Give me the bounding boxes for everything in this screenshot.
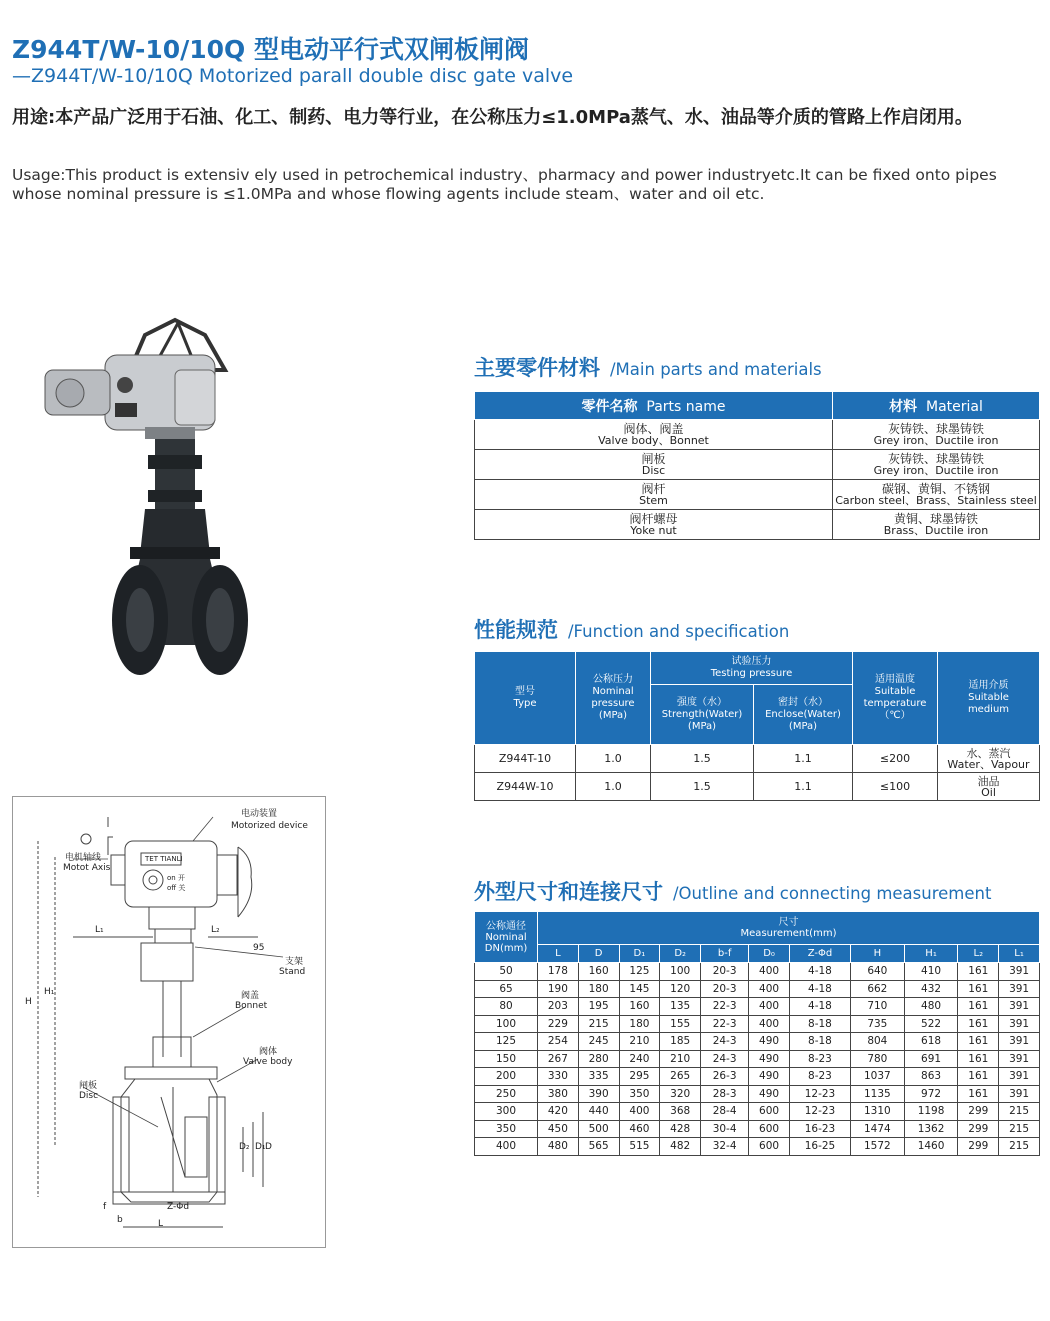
dims-value-cell: 391 [999,1085,1040,1103]
page-subtitle: —Z944T/W-10/10Q Motorized parall double disc gate valve [12,65,574,87]
dims-value-cell: 482 [660,1138,701,1156]
dims-value-cell: 240 [619,1050,660,1068]
dims-col-header: H [850,944,904,962]
valve-photo [30,315,270,690]
dims-value-cell: 299 [958,1138,999,1156]
dims-value-cell: 267 [538,1050,579,1068]
dims-value-cell: 16-23 [789,1120,850,1138]
dims-value-cell: 391 [999,1015,1040,1033]
dims-value-cell: 480 [904,998,958,1016]
label-stand-en: Stand [279,967,306,977]
spec-title-cn: 性能规范 [474,618,558,642]
dims-value-cell: 1460 [904,1138,958,1156]
parts-header-name: 零件名称 Parts name [475,392,833,420]
dims-row [475,1015,1040,1033]
dims-value-cell: 391 [999,980,1040,998]
label-bonnet-cn: 阀盖 [241,991,260,1001]
dims-dn-cell: 350 [475,1120,538,1138]
spec-section-title [474,614,789,644]
part-material-cell: 黄铜、球墨铸铁 Brass、Ductile iron [833,510,1040,540]
part-material-cell: 灰铸铁、球墨铸铁 Grey iron、Ductile iron [833,450,1040,480]
spec-header-strength: 强度（水） Strength(Water) (MPa) [651,685,754,745]
dims-value-cell: 1310 [850,1103,904,1121]
dims-value-cell: 4-18 [789,980,850,998]
dims-value-cell: 215 [999,1138,1040,1156]
dims-value-cell: 160 [619,998,660,1016]
spec-medium-cell: 油品 Oil [938,773,1040,801]
label-bonnet-en: Bonnet [235,1001,268,1011]
label-motor-en: Motorized device [231,821,308,831]
dims-value-cell: 155 [660,1015,701,1033]
dims-value-cell: 335 [578,1068,619,1086]
dims-row [475,1050,1040,1068]
dims-value-cell: 120 [660,980,701,998]
dims-value-cell: 210 [660,1050,701,1068]
usage-text-cn: 用途:本产品广泛用于石油、化工、制药、电力等行业，在公称压力≤1.0MPa蒸气、水、油品等介质的管路上作启闭用。 [12,107,973,128]
part-name-cell: 阀体、阀盖 Valve body、Bonnet [475,420,833,450]
label-axis-en: Motot Axis [63,863,111,873]
dims-value-cell: 145 [619,980,660,998]
dims-value-cell: 8-18 [789,1015,850,1033]
dims-value-cell: 400 [749,1015,790,1033]
spec-np-cell: 1.0 [576,773,651,801]
dims-value-cell: 161 [958,1050,999,1068]
dims-value-cell: 490 [749,1068,790,1086]
dims-col-header: b-f [701,944,749,962]
dims-row [475,980,1040,998]
dims-value-cell: 600 [749,1103,790,1121]
label-h: H [25,997,32,1007]
dims-row [475,1120,1040,1138]
dims-value-cell: 195 [578,998,619,1016]
dims-title-cn: 外型尺寸和连接尺寸 [474,880,663,904]
dims-col-header: D [578,944,619,962]
dims-value-cell: 391 [999,1068,1040,1086]
drawing-lines [13,797,325,1247]
dims-value-cell: 1362 [904,1120,958,1138]
parts-table [474,391,1040,540]
dims-value-cell: 180 [619,1015,660,1033]
dims-value-cell: 500 [578,1120,619,1138]
dims-col-header: L [538,944,579,962]
dims-value-cell: 565 [578,1138,619,1156]
dims-value-cell: 400 [749,980,790,998]
dims-value-cell: 22-3 [701,998,749,1016]
usage-text-en: Usage:This product is extensiv ely used in petrochemical industry、pharmacy and power industryetc.It can be fixed onto pipes whose nominal pressure is ≤1.0MPa and whose flowing agents include steam、water and oil etc. [12,166,997,203]
label-d: D [265,1142,272,1152]
dims-value-cell: 1572 [850,1138,904,1156]
dims-value-cell: 522 [904,1015,958,1033]
dims-value-cell: 390 [578,1085,619,1103]
label-brand: TET TIANLI [145,855,183,863]
dims-value-cell: 1135 [850,1085,904,1103]
parts-row [475,510,1040,540]
label-disc-cn: 闸板 [79,1081,98,1091]
dims-value-cell: 190 [538,980,579,998]
spec-row [475,773,1040,801]
dims-value-cell: 160 [578,963,619,981]
dims-dn-cell: 50 [475,963,538,981]
dims-value-cell: 28-3 [701,1085,749,1103]
label-body-en: Valve body [243,1057,293,1067]
dims-value-cell: 100 [660,963,701,981]
dims-value-cell: 1474 [850,1120,904,1138]
dims-row [475,998,1040,1016]
label-d2: D₂ [239,1142,250,1152]
dims-value-cell: 450 [538,1120,579,1138]
dims-value-cell: 24-3 [701,1033,749,1051]
dims-value-cell: 180 [578,980,619,998]
dims-value-cell: 400 [749,963,790,981]
dims-value-cell: 30-4 [701,1120,749,1138]
dims-value-cell: 161 [958,980,999,998]
dims-value-cell: 299 [958,1120,999,1138]
dims-col-header: Z-Φd [789,944,850,962]
dims-value-cell: 161 [958,1085,999,1103]
dims-dn-cell: 300 [475,1103,538,1121]
dims-value-cell: 20-3 [701,963,749,981]
dims-value-cell: 280 [578,1050,619,1068]
dims-value-cell: 391 [999,998,1040,1016]
dims-value-cell: 380 [538,1085,579,1103]
parts-title-en: /Main parts and materials [610,360,822,379]
parts-row [475,450,1040,480]
spec-header-temp: 适用温度 Suitable temperature （℃） [853,652,938,745]
dims-value-cell: 400 [619,1103,660,1121]
spec-header-medium: 适用介质 Suitable medium [938,652,1040,745]
dims-dn-cell: 150 [475,1050,538,1068]
spec-header-np: 公称压力 Nominal pressure (MPa) [576,652,651,745]
spec-table [474,651,1040,801]
spec-type-cell: Z944W-10 [475,773,576,801]
dims-value-cell: 735 [850,1015,904,1033]
spec-header-enclose: 密封（水） Enclose(Water) (MPa) [754,685,853,745]
dims-value-cell: 135 [660,998,701,1016]
dims-value-cell: 691 [904,1050,958,1068]
dims-title-en: /Outline and connecting measurement [673,884,992,903]
dims-dn-cell: 250 [475,1085,538,1103]
dims-value-cell: 320 [660,1085,701,1103]
dims-value-cell: 265 [660,1068,701,1086]
label-stand-cn: 支架 [285,957,304,967]
parts-row [475,420,1040,450]
spec-title-en: /Function and specification [568,622,790,641]
dims-value-cell: 215 [999,1103,1040,1121]
label-off: off 关 [167,884,186,892]
spec-temp-cell: ≤100 [853,773,938,801]
label-d1: D₁ [255,1142,266,1152]
dims-value-cell: 20-3 [701,980,749,998]
dims-col-header: D₁ [619,944,660,962]
dims-value-cell: 8-23 [789,1068,850,1086]
dims-value-cell: 618 [904,1033,958,1051]
dims-value-cell: 26-3 [701,1068,749,1086]
dims-row [475,963,1040,981]
dims-value-cell: 368 [660,1103,701,1121]
dims-value-cell: 410 [904,963,958,981]
dims-col-header: D₀ [749,944,790,962]
dims-value-cell: 391 [999,963,1040,981]
dims-value-cell: 161 [958,998,999,1016]
part-material-cell: 碳钢、黄铜、不锈钢 Carbon steel、Brass、Stainless steel [833,480,1040,510]
dims-value-cell: 210 [619,1033,660,1051]
technical-drawing [12,796,326,1248]
dims-value-cell: 215 [578,1015,619,1033]
dims-value-cell: 16-25 [789,1138,850,1156]
dims-value-cell: 22-3 [701,1015,749,1033]
dims-value-cell: 203 [538,998,579,1016]
dims-row [475,1103,1040,1121]
dims-value-cell: 245 [578,1033,619,1051]
dims-row [475,1033,1040,1051]
label-on: on 开 [167,874,185,882]
dims-value-cell: 515 [619,1138,660,1156]
dims-value-cell: 161 [958,1033,999,1051]
dims-row [475,1138,1040,1156]
dims-value-cell: 490 [749,1033,790,1051]
dims-value-cell: 428 [660,1120,701,1138]
label-f: f [103,1202,107,1212]
parts-title-cn: 主要零件材料 [474,356,600,380]
spec-header-type: 型号 Type [475,652,576,745]
parts-section-title [474,352,822,382]
spec-np-cell: 1.0 [576,745,651,773]
dims-value-cell: 295 [619,1068,660,1086]
dims-value-cell: 804 [850,1033,904,1051]
parts-row [475,480,1040,510]
dims-dn-cell: 100 [475,1015,538,1033]
spec-medium-cell: 水、蒸汽 Water、Vapour [938,745,1040,773]
dims-value-cell: 490 [749,1085,790,1103]
spec-temp-cell: ≤200 [853,745,938,773]
dims-value-cell: 780 [850,1050,904,1068]
dimensions-table [474,911,1040,1156]
spec-enclose-cell: 1.1 [754,773,853,801]
dims-col-header: H₁ [904,944,958,962]
dims-value-cell: 440 [578,1103,619,1121]
dims-value-cell: 600 [749,1120,790,1138]
spec-strength-cell: 1.5 [651,773,754,801]
dims-value-cell: 12-23 [789,1103,850,1121]
dims-value-cell: 229 [538,1015,579,1033]
dims-dn-cell: 80 [475,998,538,1016]
page-title: Z944T/W-10/10Q 型电动平行式双闸板闸阀 [12,35,529,64]
parts-header-material: 材料 Material [833,392,1040,420]
label-zd: Z-Φd [167,1202,190,1212]
label-l1: L₁ [95,925,104,935]
dims-dn-cell: 400 [475,1138,538,1156]
dims-value-cell: 1198 [904,1103,958,1121]
dims-value-cell: 1037 [850,1068,904,1086]
dims-value-cell: 185 [660,1033,701,1051]
label-l2: L₂ [211,925,220,935]
dims-value-cell: 391 [999,1050,1040,1068]
dims-dn-cell: 200 [475,1068,538,1086]
dims-value-cell: 480 [538,1138,579,1156]
spec-row [475,745,1040,773]
spec-type-cell: Z944T-10 [475,745,576,773]
part-material-cell: 灰铸铁、球墨铸铁 Grey iron、Ductile iron [833,420,1040,450]
dims-row [475,1085,1040,1103]
dims-value-cell: 254 [538,1033,579,1051]
dims-value-cell: 400 [749,998,790,1016]
dims-dn-cell: 65 [475,980,538,998]
dims-value-cell: 8-18 [789,1033,850,1051]
dims-value-cell: 32-4 [701,1138,749,1156]
dims-value-cell: 8-23 [789,1050,850,1068]
dims-value-cell: 350 [619,1085,660,1103]
dims-value-cell: 125 [619,963,660,981]
part-name-cell: 闸板 Disc [475,450,833,480]
dims-header-measurement: 尺寸 Measurement(mm) [538,912,1040,945]
dims-value-cell: 662 [850,980,904,998]
dims-value-cell: 28-4 [701,1103,749,1121]
dims-value-cell: 640 [850,963,904,981]
dims-value-cell: 972 [904,1085,958,1103]
label-disc-en: Disc [79,1091,99,1101]
dims-value-cell: 161 [958,1068,999,1086]
spec-strength-cell: 1.5 [651,745,754,773]
dims-value-cell: 460 [619,1120,660,1138]
dims-value-cell: 420 [538,1103,579,1121]
label-l: L [158,1219,164,1229]
label-axis-cn: 电机轴线 [65,853,102,863]
spec-header-tp: 试验压力 Testing pressure [651,652,853,685]
dims-header-dn: 公称通径 Nominal DN(mm) [475,912,538,963]
dims-value-cell: 600 [749,1138,790,1156]
label-b: b [117,1215,123,1225]
dims-value-cell: 24-3 [701,1050,749,1068]
dims-value-cell: 391 [999,1033,1040,1051]
dims-row [475,1068,1040,1086]
dims-value-cell: 299 [958,1103,999,1121]
label-body-cn: 阀体 [259,1047,278,1057]
label-motor-cn: 电动装置 [241,809,278,819]
dims-section-title [474,876,991,906]
dims-col-header: L₁ [999,944,1040,962]
spec-enclose-cell: 1.1 [754,745,853,773]
dims-value-cell: 330 [538,1068,579,1086]
dims-value-cell: 12-23 [789,1085,850,1103]
dims-value-cell: 161 [958,1015,999,1033]
dims-value-cell: 178 [538,963,579,981]
label-h1: H₁ [44,987,55,997]
dims-value-cell: 4-18 [789,963,850,981]
dims-value-cell: 215 [999,1120,1040,1138]
dims-value-cell: 863 [904,1068,958,1086]
dims-value-cell: 490 [749,1050,790,1068]
dims-value-cell: 710 [850,998,904,1016]
dims-value-cell: 161 [958,963,999,981]
dims-value-cell: 4-18 [789,998,850,1016]
part-name-cell: 阀杆螺母 Yoke nut [475,510,833,540]
part-name-cell: 阀杆 Stem [475,480,833,510]
dims-col-header: D₂ [660,944,701,962]
label-95: 95 [253,943,265,953]
dims-col-header: L₂ [958,944,999,962]
dims-dn-cell: 125 [475,1033,538,1051]
dims-value-cell: 432 [904,980,958,998]
